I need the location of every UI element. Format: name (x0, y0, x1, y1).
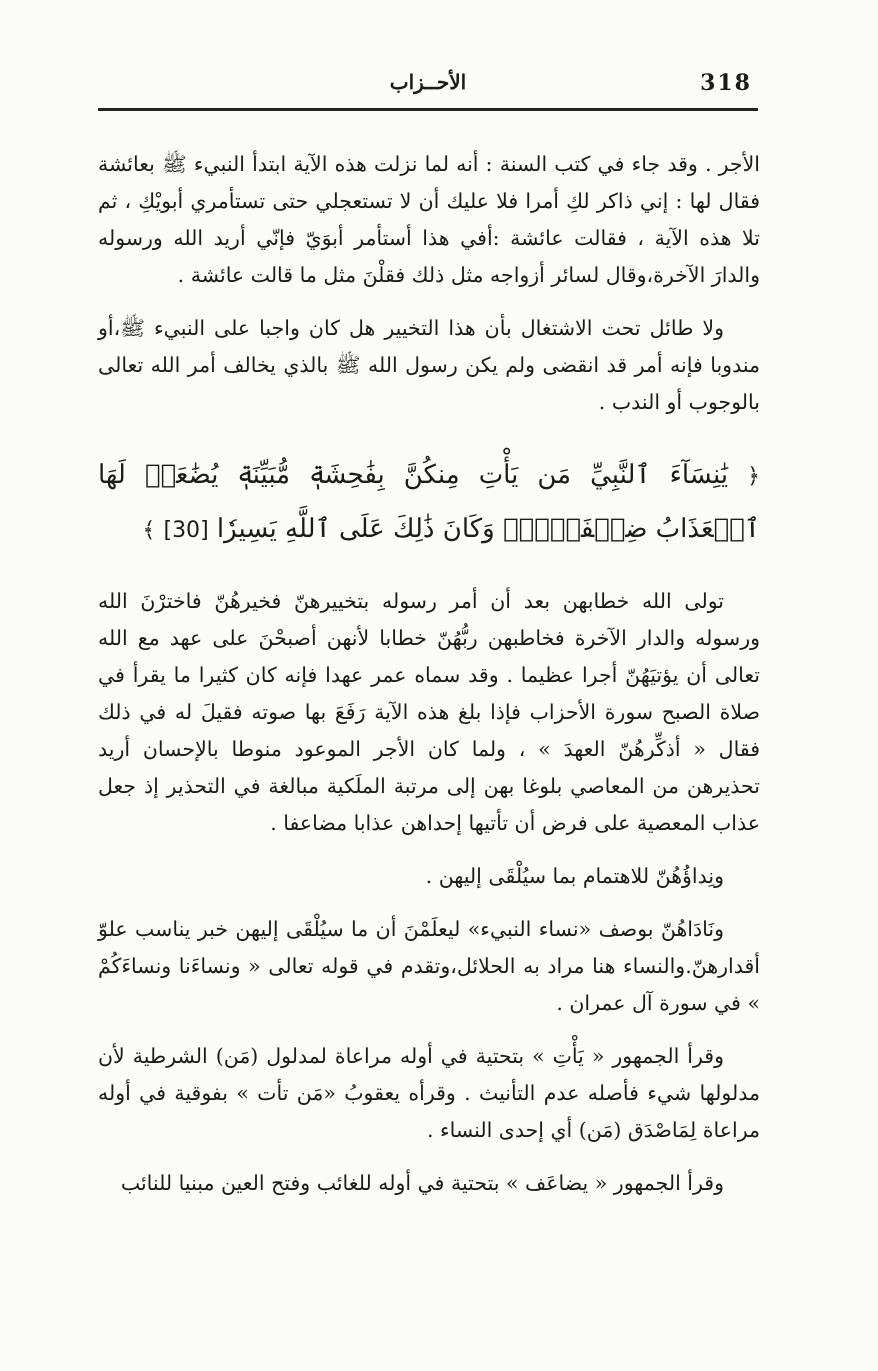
paragraph: وقرأ الجمهور « يَأْتِ » بتحتية في أوله مراعاة لمدلول (مَن) الشرطية لأن مدلولها شيء فأصله عدم التأنيث . وقرأه يعقوبُ «مَن تأت » بفوقية في أوله مراعاة لِمَاصْدَق (مَن) أي إحدى النساء . (98, 1044, 760, 1142)
paragraph: ونَادَاهُنّ بوصف «نساء النبيء» ليعلَمْنَ أن ما سيُلْقَى إليهن خبر يناسب علوّ أقدارهنّ.والنساء هنا مراد به الحلائل،وتقدم في قوله تعالى « ونساءَنا ونساءَكُمْ » في سورة آل عمران . (98, 917, 760, 1015)
verse-number: [30] (163, 518, 209, 543)
paragraph: وقرأ الجمهور « يضاعَف » بتحتية في أوله للغائب وفتح العين مبنيا للنائب (120, 1171, 724, 1195)
quran-verse (98, 449, 760, 557)
verse-open-bracket: ﴿ (747, 464, 760, 489)
verse-close-bracket: ﴾ (142, 518, 156, 543)
paragraph: ولا طائل تحت الاشتغال بأن هذا التخيير هل كان واجبا على النبيء ﷺ،أو مندوبا فإنه أمر قد انقضى ولم يكن رسول الله ﷺ بالذي يخالف أمر الله تعالى بالوجوب أو الندب . (98, 316, 760, 414)
page-body (98, 146, 760, 1218)
page-header (98, 60, 758, 111)
running-title: الأحــزاب (389, 70, 467, 94)
paragraph: الأجر . وقد جاء في كتب السنة : أنه لما نزلت هذه الآية ابتدأ النبيء ﷺ بعائشة فقال لها : إني ذاكر لكِ أمرا فلا عليك أن لا تستعجلي حتى تستأمري أبويْكِ ، ثم تلا هذه الآية ، فقالت عائشة :أفي هذا أستأمر أبوَيّ فإنّي أريد الله ورسوله والدارَ الآخرة،وقال لسائر أزواجه مثل ذلك فقلْنَ مثل ما قالت عائشة . (98, 152, 760, 287)
verse-text: يَٰنِسَآءَ ٱلنَّبِيِّ مَن يَأْتِ مِنكُنَّ بِفَٰحِشَةٖ مُّبَيِّنَةٖ يُضَٰعَفۡ لَهَا ٱلۡعَذَابُ ضِعۡفَيۡنِۚ وَكَانَ ذَٰلِكَ عَلَى ٱللَّهِ يَسِيرٗا (98, 460, 760, 544)
paragraph: تولى الله خطابهن بعد أن أمر رسوله بتخييرهنّ فخيرهُنّ فاخترْنَ الله ورسوله والدار الآخرة فخاطبهن ربُّهُنّ خطابا لأنهن أصبحْنَ على عهد مع الله تعالى أن يؤتيَهُنّ أجرا عظيما . وقد سماه عمر عهدا فإنه كان كثيرا ما يقرأ في صلاة الصبح سورة الأحزاب فإذا بلغ هذه الآية رَفَعَ بها صوته فقيلَ له في ذلك فقال « أذكِّرهُنّ العهدَ » ، ولما كان الأجر الموعود منوطا بالإحسان أريد تحذيرهن من المعاصي بلوغا بهن إلى مرتبة الملَكية مبالغة في التحذير إذ جعل عذاب المعصية على فرض أن تأتيها إحداهن عذابا مضاعفا . (98, 589, 760, 835)
page-number: 318 (700, 70, 752, 96)
paragraph: ونِداؤُهُنّ للاهتمام بما سيُلْقَى إليهن . (425, 864, 724, 888)
